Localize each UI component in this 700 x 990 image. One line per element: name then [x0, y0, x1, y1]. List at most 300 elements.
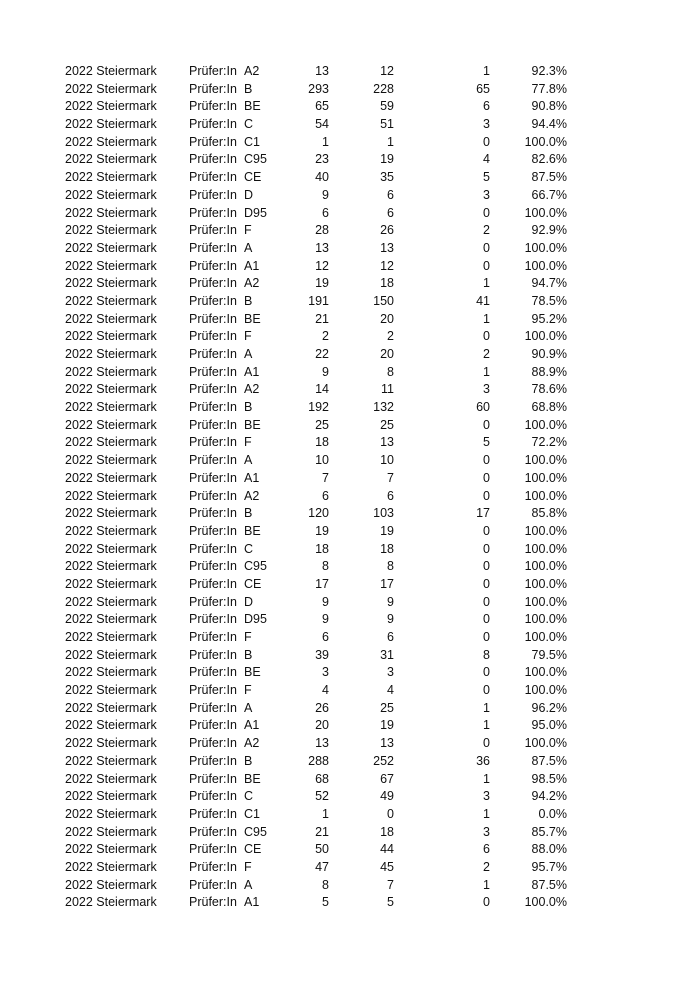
- cell-license-class: D95: [244, 205, 267, 220]
- cell-total: 68: [315, 771, 329, 786]
- cell-pass-rate: 85.8%: [531, 506, 567, 521]
- cell-region-year: 2022 Steiermark: [65, 435, 157, 450]
- cell-total: 7: [322, 470, 329, 485]
- cell-region-year: 2022 Steiermark: [65, 683, 157, 698]
- cell-pass-rate: 92.9%: [531, 223, 567, 238]
- cell-total: 3: [322, 665, 329, 680]
- cell-total: 52: [315, 789, 329, 804]
- cell-failed: 0: [483, 665, 490, 680]
- table-row: [0, 311, 700, 329]
- cell-license-class: A: [244, 877, 253, 892]
- cell-passed: 3: [387, 665, 394, 680]
- cell-region-year: 2022 Steiermark: [65, 506, 157, 521]
- cell-license-class: C: [244, 117, 254, 132]
- cell-examiner: Prüfer:In: [189, 859, 237, 874]
- cell-examiner: Prüfer:In: [189, 541, 237, 556]
- cell-license-class: A2: [244, 64, 260, 78]
- cell-failed: 0: [483, 559, 490, 574]
- cell-pass-rate: 94.4%: [531, 117, 567, 132]
- cell-passed: 228: [373, 81, 394, 96]
- cell-failed: 8: [483, 647, 490, 662]
- cell-pass-rate: 96.2%: [531, 700, 567, 715]
- cell-passed: 67: [380, 771, 394, 786]
- cell-passed: 7: [387, 877, 394, 892]
- cell-region-year: 2022 Steiermark: [65, 647, 157, 662]
- table-row: [0, 700, 700, 718]
- cell-total: 21: [315, 311, 329, 326]
- cell-region-year: 2022 Steiermark: [65, 771, 157, 786]
- cell-region-year: 2022 Steiermark: [65, 417, 157, 432]
- cell-total: 13: [315, 64, 329, 78]
- cell-failed: 0: [483, 258, 490, 273]
- cell-examiner: Prüfer:In: [189, 736, 237, 751]
- cell-examiner: Prüfer:In: [189, 223, 237, 238]
- cell-pass-rate: 100.0%: [524, 559, 567, 574]
- cell-region-year: 2022 Steiermark: [65, 347, 157, 361]
- cell-passed: 9: [387, 612, 394, 627]
- table-row: [0, 346, 700, 364]
- cell-failed: 0: [483, 240, 490, 255]
- cell-license-class: BE: [244, 311, 261, 326]
- cell-passed: 31: [380, 647, 394, 662]
- cell-region-year: 2022 Steiermark: [65, 559, 157, 574]
- cell-failed: 5: [483, 435, 490, 450]
- cell-license-class: B: [244, 506, 253, 521]
- table-row: [0, 682, 700, 700]
- cell-examiner: Prüfer:In: [189, 293, 237, 308]
- cell-region-year: 2022 Steiermark: [65, 594, 157, 609]
- table-row: [0, 771, 700, 789]
- cell-license-class: C: [244, 789, 254, 804]
- cell-total: 25: [315, 417, 329, 432]
- cell-examiner: Prüfer:In: [189, 523, 237, 538]
- cell-license-class: A: [244, 453, 253, 468]
- cell-failed: 4: [483, 152, 490, 167]
- cell-pass-rate: 95.0%: [531, 718, 567, 733]
- cell-total: 288: [308, 753, 329, 768]
- table-row: [0, 611, 700, 629]
- cell-failed: 1: [483, 311, 490, 326]
- cell-failed: 0: [483, 329, 490, 344]
- cell-total: 8: [322, 877, 329, 892]
- cell-license-class: A2: [244, 276, 260, 291]
- cell-region-year: 2022 Steiermark: [65, 205, 157, 220]
- cell-total: 19: [315, 523, 329, 538]
- table-row: [0, 541, 700, 559]
- cell-passed: 17: [380, 576, 394, 591]
- cell-pass-rate: 100.0%: [524, 488, 567, 503]
- cell-passed: 11: [381, 382, 394, 397]
- cell-total: 13: [315, 736, 329, 751]
- cell-region-year: 2022 Steiermark: [65, 665, 157, 680]
- cell-total: 4: [322, 683, 329, 698]
- cell-license-class: D: [244, 187, 254, 202]
- cell-pass-rate: 79.5%: [531, 647, 567, 662]
- table-row: [0, 452, 700, 470]
- cell-examiner: Prüfer:In: [189, 630, 237, 644]
- cell-passed: 13: [380, 736, 394, 751]
- cell-examiner: Prüfer:In: [189, 612, 237, 627]
- cell-region-year: 2022 Steiermark: [65, 99, 157, 114]
- cell-examiner: Prüfer:In: [189, 400, 237, 415]
- cell-region-year: 2022 Steiermark: [65, 240, 157, 255]
- cell-license-class: CE: [244, 576, 262, 591]
- cell-pass-rate: 100.0%: [524, 576, 567, 591]
- cell-pass-rate: 100.0%: [524, 736, 567, 751]
- cell-examiner: Prüfer:In: [189, 753, 237, 768]
- table-row: [0, 116, 700, 134]
- cell-examiner: Prüfer:In: [189, 877, 237, 892]
- cell-region-year: 2022 Steiermark: [65, 364, 157, 379]
- table-row: [0, 364, 700, 382]
- table-row: [0, 434, 700, 452]
- cell-examiner: Prüfer:In: [189, 240, 237, 255]
- cell-pass-rate: 92.3%: [531, 64, 567, 78]
- table-row: [0, 293, 700, 311]
- cell-examiner: Prüfer:In: [189, 329, 237, 344]
- cell-region-year: 2022 Steiermark: [65, 311, 157, 326]
- cell-examiner: Prüfer:In: [189, 576, 237, 591]
- cell-region-year: 2022 Steiermark: [65, 81, 157, 96]
- cell-examiner: Prüfer:In: [189, 683, 237, 698]
- cell-pass-rate: 88.9%: [531, 364, 567, 379]
- cell-failed: 0: [483, 417, 490, 432]
- table-row: [0, 258, 700, 276]
- cell-passed: 12: [380, 258, 394, 273]
- table-row: [0, 399, 700, 417]
- cell-pass-rate: 66.7%: [531, 187, 567, 202]
- cell-examiner: Prüfer:In: [189, 117, 237, 132]
- table-row: [0, 753, 700, 771]
- cell-examiner: Prüfer:In: [189, 806, 237, 821]
- cell-passed: 59: [380, 99, 394, 114]
- cell-pass-rate: 100.0%: [524, 205, 567, 220]
- cell-license-class: C1: [244, 134, 260, 149]
- cell-failed: 0: [483, 594, 490, 609]
- cell-pass-rate: 85.7%: [531, 824, 567, 839]
- cell-license-class: C95: [244, 152, 267, 167]
- cell-region-year: 2022 Steiermark: [65, 630, 157, 644]
- cell-region-year: 2022 Steiermark: [65, 700, 157, 715]
- cell-passed: 44: [380, 842, 394, 857]
- cell-passed: 252: [373, 753, 394, 768]
- cell-passed: 6: [387, 630, 394, 644]
- table-row: [0, 806, 700, 824]
- cell-region-year: 2022 Steiermark: [65, 842, 157, 857]
- cell-region-year: 2022 Steiermark: [65, 806, 157, 821]
- table-row: [0, 169, 700, 187]
- cell-pass-rate: 77.8%: [531, 81, 567, 96]
- cell-region-year: 2022 Steiermark: [65, 736, 157, 751]
- cell-region-year: 2022 Steiermark: [65, 895, 157, 910]
- cell-failed: 1: [483, 718, 490, 733]
- cell-region-year: 2022 Steiermark: [65, 470, 157, 485]
- cell-pass-rate: 100.0%: [524, 258, 567, 273]
- cell-pass-rate: 98.5%: [531, 771, 567, 786]
- table-row: [0, 63, 700, 81]
- cell-license-class: A: [244, 347, 253, 361]
- table-row: [0, 275, 700, 293]
- cell-license-class: F: [244, 223, 252, 238]
- cell-passed: 6: [387, 488, 394, 503]
- cell-pass-rate: 87.5%: [531, 753, 567, 768]
- cell-total: 18: [315, 541, 329, 556]
- cell-pass-rate: 100.0%: [524, 630, 567, 644]
- cell-pass-rate: 100.0%: [524, 134, 567, 149]
- cell-total: 191: [308, 293, 329, 308]
- cell-license-class: C1: [244, 806, 260, 821]
- cell-total: 9: [322, 187, 329, 202]
- cell-passed: 26: [380, 223, 394, 238]
- cell-pass-rate: 100.0%: [524, 417, 567, 432]
- cell-region-year: 2022 Steiermark: [65, 541, 157, 556]
- cell-pass-rate: 95.2%: [531, 311, 567, 326]
- cell-pass-rate: 72.2%: [531, 435, 567, 450]
- cell-license-class: B: [244, 81, 253, 96]
- table-row: [0, 664, 700, 682]
- cell-examiner: Prüfer:In: [189, 789, 237, 804]
- cell-examiner: Prüfer:In: [189, 647, 237, 662]
- cell-examiner: Prüfer:In: [189, 435, 237, 450]
- cell-failed: 0: [483, 523, 490, 538]
- cell-total: 28: [315, 223, 329, 238]
- cell-region-year: 2022 Steiermark: [65, 258, 157, 273]
- cell-region-year: 2022 Steiermark: [65, 612, 157, 627]
- cell-failed: 0: [483, 736, 490, 751]
- cell-pass-rate: 94.2%: [531, 789, 567, 804]
- cell-examiner: Prüfer:In: [189, 470, 237, 485]
- cell-passed: 49: [380, 789, 394, 804]
- cell-failed: 60: [476, 400, 490, 415]
- cell-failed: 0: [483, 453, 490, 468]
- cell-failed: 2: [483, 347, 490, 361]
- table-row: [0, 523, 700, 541]
- cell-failed: 17: [476, 506, 490, 521]
- cell-total: 1: [322, 134, 329, 149]
- cell-pass-rate: 78.5%: [531, 293, 567, 308]
- table-row: [0, 859, 700, 877]
- cell-license-class: A: [244, 700, 253, 715]
- cell-failed: 1: [483, 877, 490, 892]
- cell-passed: 103: [373, 506, 394, 521]
- cell-license-class: A1: [244, 364, 260, 379]
- cell-license-class: F: [244, 630, 252, 644]
- cell-examiner: Prüfer:In: [189, 276, 237, 291]
- cell-pass-rate: 94.7%: [531, 276, 567, 291]
- cell-pass-rate: 87.5%: [531, 170, 567, 185]
- cell-pass-rate: 100.0%: [524, 240, 567, 255]
- cell-passed: 51: [380, 117, 394, 132]
- cell-pass-rate: 90.9%: [531, 347, 567, 361]
- cell-passed: 6: [387, 187, 394, 202]
- cell-pass-rate: 100.0%: [524, 541, 567, 556]
- cell-passed: 20: [380, 347, 394, 361]
- cell-license-class: B: [244, 293, 253, 308]
- cell-failed: 65: [476, 81, 490, 96]
- cell-examiner: Prüfer:In: [189, 187, 237, 202]
- cell-region-year: 2022 Steiermark: [65, 789, 157, 804]
- cell-license-class: BE: [244, 417, 261, 432]
- cell-license-class: B: [244, 400, 253, 415]
- cell-region-year: 2022 Steiermark: [65, 117, 157, 132]
- table-row: [0, 470, 700, 488]
- cell-examiner: Prüfer:In: [189, 559, 237, 574]
- cell-total: 19: [315, 276, 329, 291]
- cell-license-class: A2: [244, 382, 260, 397]
- cell-region-year: 2022 Steiermark: [65, 329, 157, 344]
- cell-region-year: 2022 Steiermark: [65, 64, 157, 78]
- cell-passed: 6: [387, 205, 394, 220]
- cell-license-class: C95: [244, 559, 267, 574]
- cell-failed: 0: [483, 630, 490, 644]
- cell-examiner: Prüfer:In: [189, 771, 237, 786]
- cell-pass-rate: 100.0%: [524, 895, 567, 910]
- table-row: [0, 151, 700, 169]
- cell-passed: 7: [387, 470, 394, 485]
- cell-license-class: F: [244, 329, 252, 344]
- cell-examiner: Prüfer:In: [189, 205, 237, 220]
- cell-region-year: 2022 Steiermark: [65, 170, 157, 185]
- cell-license-class: D: [244, 594, 254, 609]
- cell-total: 6: [322, 630, 329, 644]
- cell-total: 9: [322, 364, 329, 379]
- cell-region-year: 2022 Steiermark: [65, 400, 157, 415]
- cell-region-year: 2022 Steiermark: [65, 382, 157, 397]
- cell-total: 12: [315, 258, 329, 273]
- cell-passed: 1: [387, 134, 394, 149]
- table-row: [0, 594, 700, 612]
- table-row: [0, 187, 700, 205]
- cell-license-class: D95: [244, 612, 267, 627]
- cell-passed: 8: [387, 364, 394, 379]
- cell-examiner: Prüfer:In: [189, 453, 237, 468]
- cell-examiner: Prüfer:In: [189, 382, 237, 397]
- cell-pass-rate: 95.7%: [531, 859, 567, 874]
- cell-pass-rate: 90.8%: [531, 99, 567, 114]
- cell-total: 26: [315, 700, 329, 715]
- cell-examiner: Prüfer:In: [189, 718, 237, 733]
- cell-region-year: 2022 Steiermark: [65, 824, 157, 839]
- cell-failed: 0: [483, 205, 490, 220]
- cell-pass-rate: 88.0%: [531, 842, 567, 857]
- cell-failed: 36: [476, 753, 490, 768]
- cell-total: 22: [315, 347, 329, 361]
- table-row: [0, 417, 700, 435]
- cell-region-year: 2022 Steiermark: [65, 276, 157, 291]
- cell-passed: 132: [373, 400, 394, 415]
- cell-passed: 8: [387, 559, 394, 574]
- cell-passed: 19: [380, 523, 394, 538]
- cell-examiner: Prüfer:In: [189, 81, 237, 96]
- cell-failed: 0: [483, 683, 490, 698]
- cell-failed: 0: [483, 134, 490, 149]
- cell-total: 6: [322, 488, 329, 503]
- table-row: [0, 735, 700, 753]
- cell-failed: 0: [483, 541, 490, 556]
- cell-passed: 20: [380, 311, 394, 326]
- table-row: [0, 894, 700, 912]
- cell-total: 6: [322, 205, 329, 220]
- cell-failed: 41: [476, 293, 490, 308]
- cell-total: 293: [308, 81, 329, 96]
- cell-passed: 5: [387, 895, 394, 910]
- cell-failed: 3: [483, 824, 490, 839]
- cell-total: 5: [322, 895, 329, 910]
- cell-pass-rate: 100.0%: [524, 329, 567, 344]
- cell-total: 40: [315, 170, 329, 185]
- cell-total: 50: [315, 842, 329, 857]
- cell-examiner: Prüfer:In: [189, 488, 237, 503]
- cell-examiner: Prüfer:In: [189, 311, 237, 326]
- cell-pass-rate: 100.0%: [524, 665, 567, 680]
- cell-examiner: Prüfer:In: [189, 665, 237, 680]
- cell-pass-rate: 100.0%: [524, 453, 567, 468]
- cell-passed: 25: [380, 700, 394, 715]
- cell-license-class: CE: [244, 170, 262, 185]
- cell-passed: 0: [387, 806, 394, 821]
- cell-region-year: 2022 Steiermark: [65, 187, 157, 202]
- cell-passed: 18: [380, 824, 394, 839]
- cell-total: 47: [315, 859, 329, 874]
- table-row: [0, 717, 700, 735]
- cell-failed: 0: [483, 488, 490, 503]
- cell-total: 65: [315, 99, 329, 114]
- cell-failed: 1: [483, 771, 490, 786]
- cell-passed: 9: [387, 594, 394, 609]
- cell-region-year: 2022 Steiermark: [65, 753, 157, 768]
- cell-failed: 3: [483, 789, 490, 804]
- cell-total: 9: [322, 594, 329, 609]
- cell-failed: 1: [483, 364, 490, 379]
- cell-total: 120: [308, 506, 329, 521]
- cell-region-year: 2022 Steiermark: [65, 134, 157, 149]
- cell-region-year: 2022 Steiermark: [65, 523, 157, 538]
- cell-failed: 0: [483, 612, 490, 627]
- cell-pass-rate: 100.0%: [524, 523, 567, 538]
- cell-total: 18: [315, 435, 329, 450]
- cell-failed: 1: [483, 64, 490, 78]
- cell-license-class: F: [244, 859, 252, 874]
- cell-pass-rate: 100.0%: [524, 612, 567, 627]
- cell-license-class: B: [244, 753, 253, 768]
- cell-failed: 1: [483, 700, 490, 715]
- cell-pass-rate: 100.0%: [524, 470, 567, 485]
- cell-passed: 13: [380, 435, 394, 450]
- table-row: [0, 488, 700, 506]
- cell-region-year: 2022 Steiermark: [65, 718, 157, 733]
- table-row: [0, 629, 700, 647]
- cell-passed: 19: [380, 718, 394, 733]
- cell-examiner: Prüfer:In: [189, 417, 237, 432]
- cell-license-class: A2: [244, 488, 260, 503]
- cell-failed: 1: [483, 276, 490, 291]
- cell-license-class: BE: [244, 99, 261, 114]
- cell-passed: 13: [380, 240, 394, 255]
- table-row: [0, 841, 700, 859]
- cell-passed: 18: [380, 276, 394, 291]
- cell-failed: 1: [483, 806, 490, 821]
- cell-passed: 25: [380, 417, 394, 432]
- cell-region-year: 2022 Steiermark: [65, 152, 157, 167]
- cell-license-class: BE: [244, 665, 261, 680]
- cell-pass-rate: 82.6%: [531, 152, 567, 167]
- cell-failed: 3: [483, 382, 490, 397]
- cell-passed: 4: [387, 683, 394, 698]
- cell-total: 20: [315, 718, 329, 733]
- cell-pass-rate: 100.0%: [524, 594, 567, 609]
- cell-failed: 6: [483, 842, 490, 857]
- cell-license-class: BE: [244, 771, 261, 786]
